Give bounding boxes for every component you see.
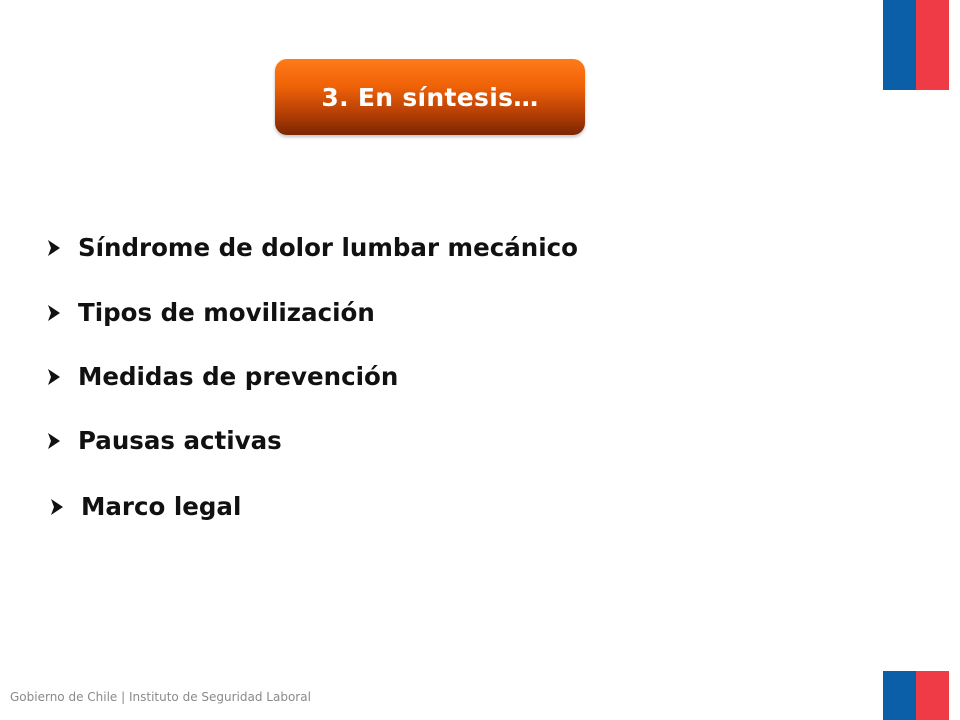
title-banner [275,59,585,135]
flag-red-stripe [916,0,949,90]
bullet-text: Pausas activas [78,426,282,455]
flag-logo-top [883,0,949,90]
list-item [48,233,578,262]
arrowhead-icon [48,433,60,449]
flag-red-stripe [916,671,949,720]
bullet-text: Síndrome de dolor lumbar mecánico [78,233,578,262]
list-item [51,492,241,521]
arrowhead-icon [48,369,60,385]
bullet-text: Marco legal [81,492,242,521]
flag-blue-stripe [883,0,916,90]
arrowhead-icon [51,499,63,515]
bullet-text: Tipos de movilización [78,298,375,327]
list-item [48,298,375,327]
flag-blue-stripe [883,671,916,720]
arrowhead-icon [48,240,60,256]
flag-logo-bottom [883,671,949,720]
list-item [48,362,398,391]
slide-title: 3. En síntesis… [321,82,539,112]
arrowhead-icon [48,305,60,321]
bullet-text: Medidas de prevención [78,362,399,391]
footer-text: Gobierno de Chile | Instituto de Seguridad Laboral [10,690,311,704]
list-item [48,426,282,455]
